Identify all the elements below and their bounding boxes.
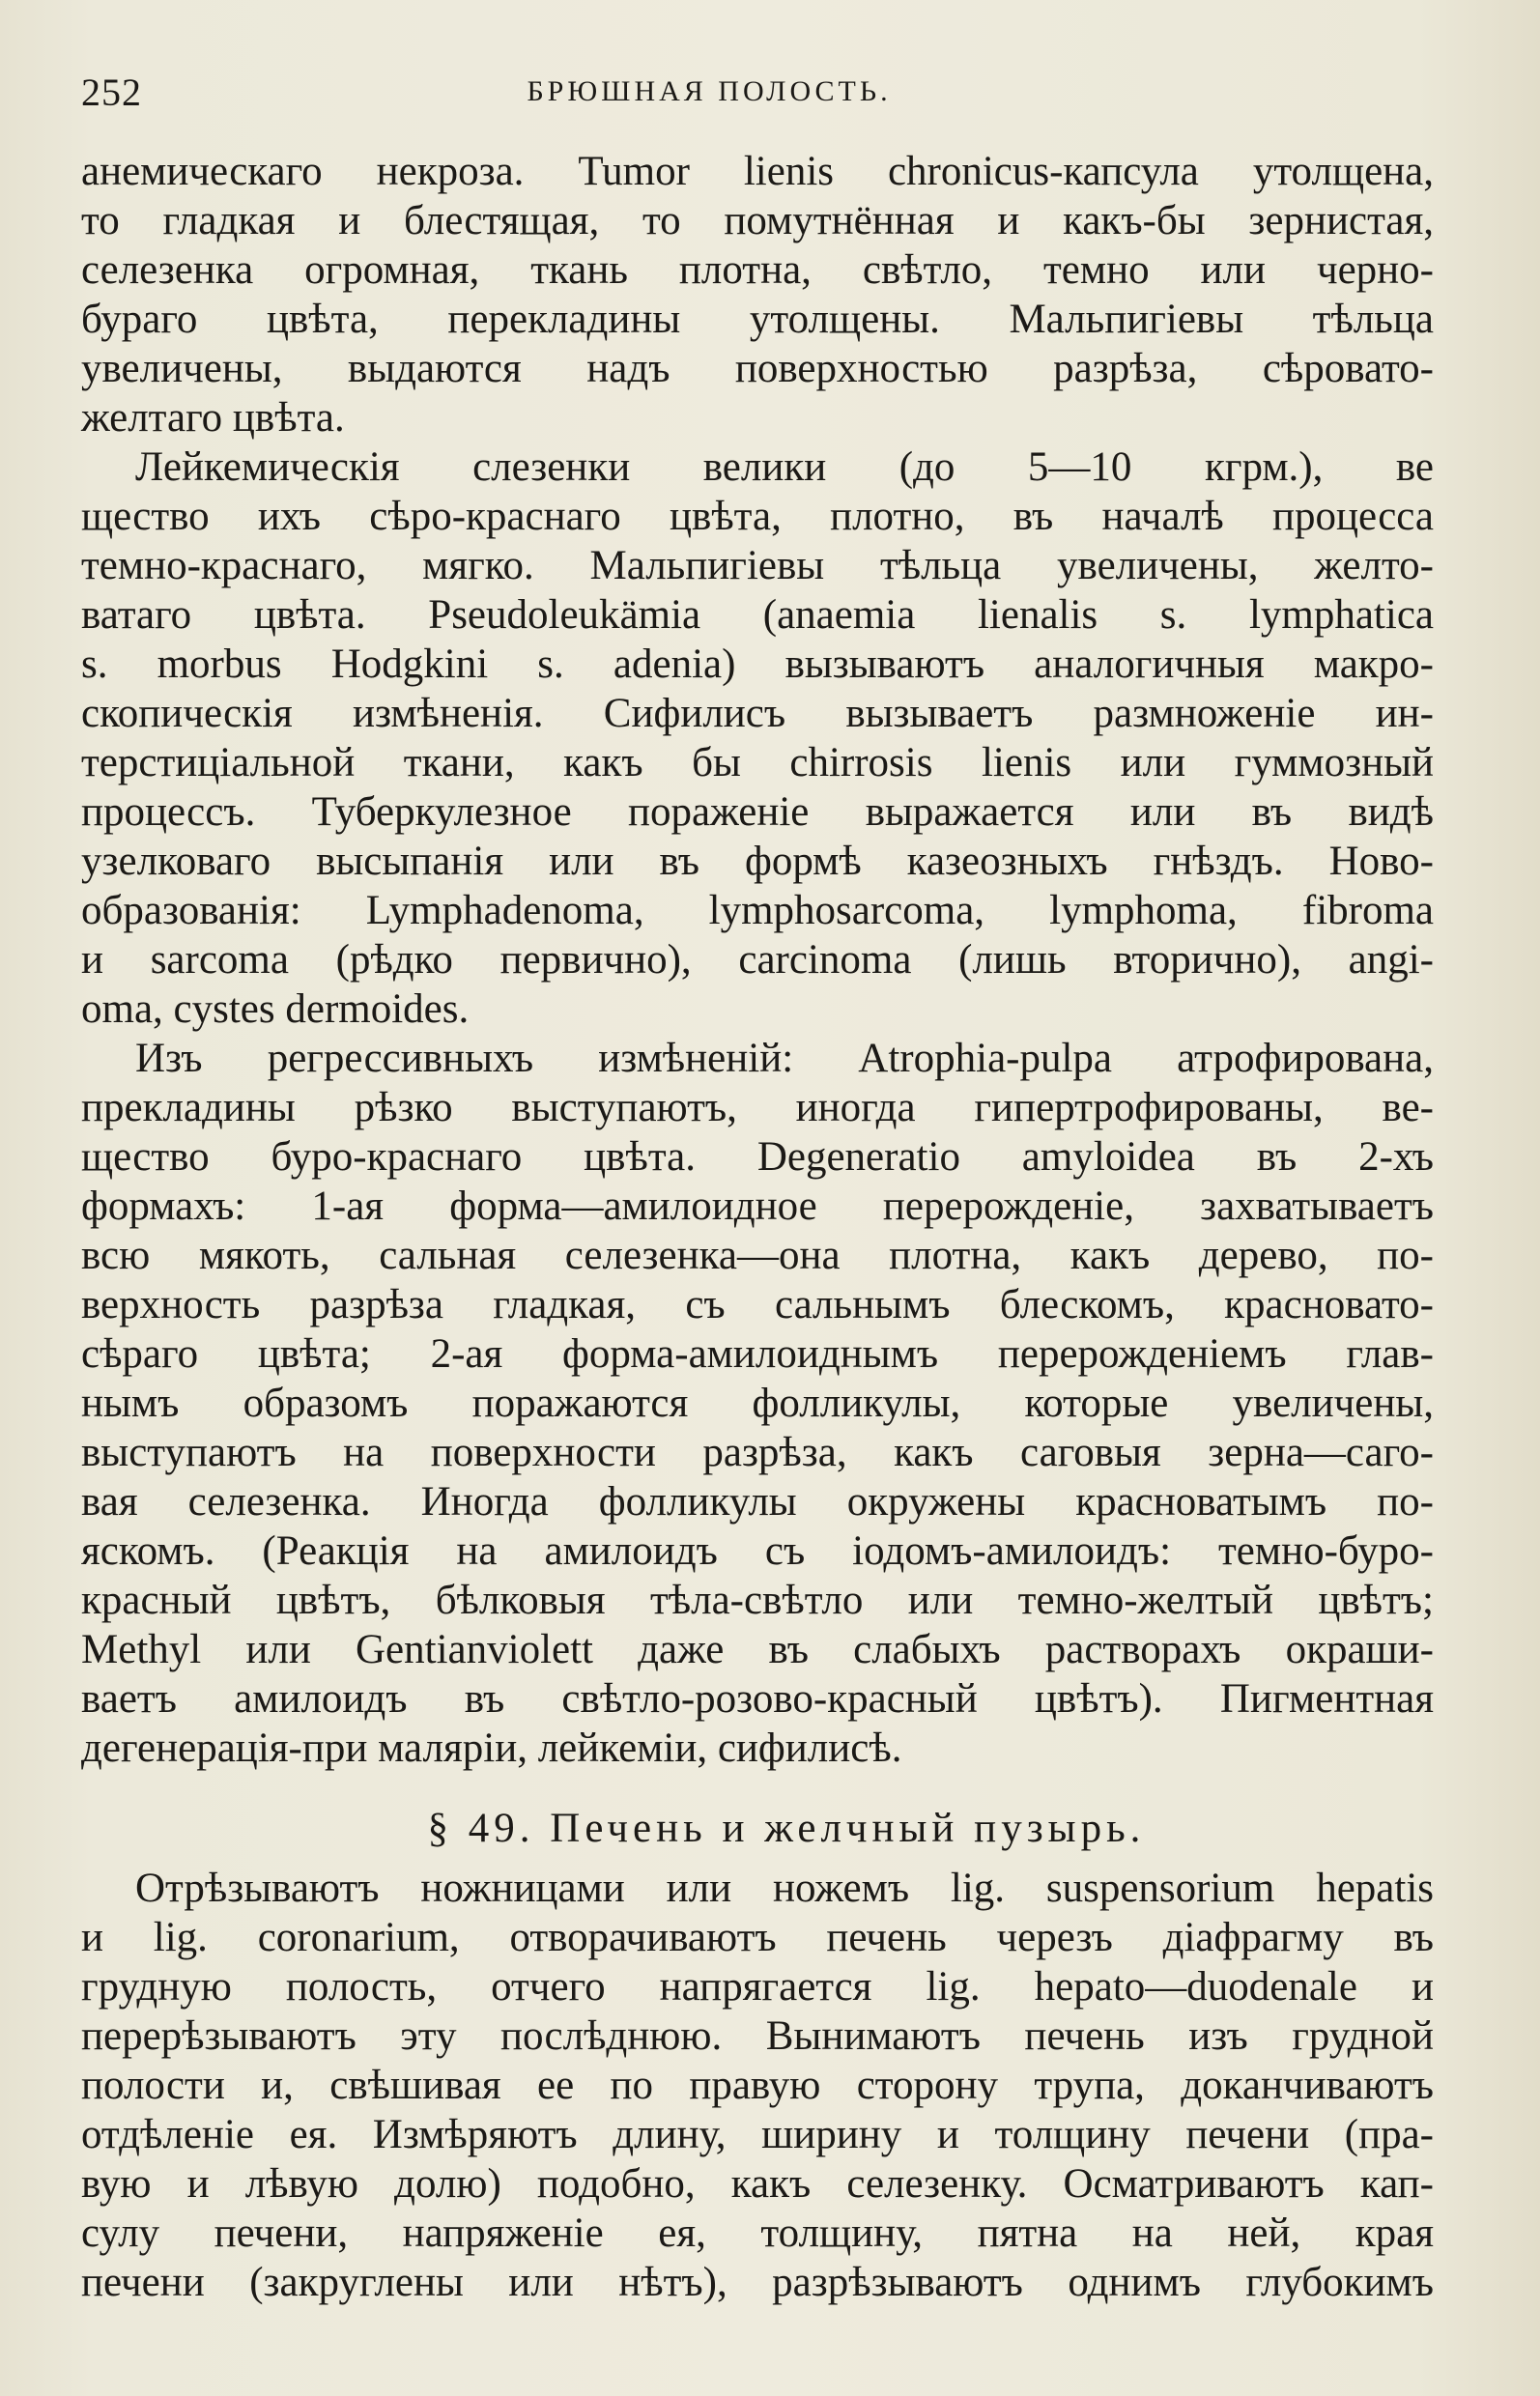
paragraph-regressive-changes: [81, 1034, 1434, 1773]
text-line: узелковаго высыпанія или въ формѣ казеозныхъ гнѣздъ. Ново-: [81, 839, 1434, 884]
text-line: щество буро-краснаго цвѣта. Degeneratio amyloidea въ 2-хъ: [81, 1134, 1434, 1180]
text-line: вая селезенка. Иногда фолликулы окружены красноватымъ по-: [81, 1479, 1434, 1525]
text-line: бураго цвѣта, перекладины утолщены. Мальпигіевы тѣльца: [81, 297, 1434, 342]
text-line: ваетъ амилоидъ въ свѣтло-розово-красный цвѣтъ). Пигментная: [81, 1676, 1434, 1722]
text-line: грудную полость, отчего напрягается lig. hepato—duodenale и: [81, 1964, 1434, 2010]
text-line: темно-краснаго, мягко. Мальпигіевы тѣльца увеличены, желто-: [81, 543, 1434, 588]
text-line: и lig. coronarium, отворачиваютъ печень черезъ діафрагму въ: [81, 1915, 1434, 1960]
text-line: дегенерація-при маляріи, лейкеміи, сифилисѣ.: [81, 1726, 902, 1771]
text-line: ватаго цвѣта. Pseudoleukämia (anaemia lienalis s. lymphatica: [81, 592, 1434, 638]
text-line: щество ихъ сѣро-краснаго цвѣта, плотно, въ началѣ процесса: [81, 494, 1434, 539]
text-line: полости и, свѣшивая ее по правую сторону трупа, доканчиваютъ: [81, 2063, 1434, 2108]
running-title: БРЮШНАЯ ПОЛОСТЬ.: [527, 75, 892, 107]
text-line: терстиціальной ткани, какъ бы chirrosis lienis или гуммозный: [81, 740, 1434, 785]
text-line: то гладкая и блестящая, то помутнённая и какъ-бы зернистая,: [81, 198, 1434, 243]
text-line: сѣраго цвѣта; 2-ая форма-амилоиднымъ перерожденіемъ глав-: [81, 1331, 1434, 1377]
page-header: [81, 70, 1434, 128]
text-line: выступаютъ на поверхности разрѣза, какъ саговыя зерна—саго-: [81, 1430, 1434, 1475]
text-line: oma, cystes dermoides.: [81, 986, 470, 1032]
text-line: вую и лѣвую долю) подобно, какъ селезенку. Осматриваютъ кап-: [81, 2161, 1434, 2207]
text-line: скопическія измѣненія. Сифилисъ вызываетъ размноженіе ин-: [81, 691, 1434, 736]
page-number: 252: [81, 71, 142, 114]
text-line: всю мякоть, сальная селезенка—она плотна, какъ дерево, по-: [81, 1233, 1434, 1278]
paragraph-tumor-lienis: [81, 147, 1434, 442]
text-line: формахъ: 1-ая форма—амилоидное перерожденіе, захватываетъ: [81, 1184, 1434, 1229]
text-line: анемическаго некроза. Tumor lienis chronicus-капсула утолщена,: [81, 149, 1434, 194]
text-line: и sarcoma (рѣдко первично), carcinoma (лишь вторично), angi-: [81, 937, 1434, 983]
text-line: Лейкемическія слезенки велики (до 5—10 кгрм.), ве: [135, 444, 1434, 490]
text-line: желтаго цвѣта.: [81, 395, 345, 441]
text-line: нымъ образомъ поражаются фолликулы, которые увеличены,: [81, 1381, 1434, 1426]
text-line: верхность разрѣза гладкая, съ сальнымъ блескомъ, красновато-: [81, 1282, 1434, 1327]
text-line: печени (закруглены или нѣтъ), разрѣзываютъ однимъ глубокимъ: [81, 2260, 1434, 2305]
text-line: красный цвѣтъ, бѣлковыя тѣла-свѣтло или темно-желтый цвѣтъ;: [81, 1578, 1434, 1623]
paragraph-leukemic-spleen: [81, 442, 1434, 1034]
text-line: Methyl или Gentianviolett даже въ слабыхъ растворахъ окраши-: [81, 1627, 1434, 1672]
text-line: увеличены, выдаются надъ поверхностью разрѣза, сѣровато-: [81, 346, 1434, 391]
text-line: процессъ. Туберкулезное пораженіе выражается или въ видѣ: [81, 789, 1434, 835]
text-line: Отрѣзываютъ ножницами или ножемъ lig. suspensorium hepatis: [135, 1866, 1434, 1911]
text-line: сулу печени, напряженіе ея, толщину, пятна на ней, края: [81, 2211, 1434, 2256]
text-line: селезенка огромная, ткань плотна, свѣтло, темно или черно-: [81, 247, 1434, 293]
section-heading: § 49. Печень и желчный пузырь.: [427, 1806, 1146, 1851]
text-line: отдѣленіе ея. Измѣряютъ длину, ширину и толщину печени (пра-: [81, 2112, 1434, 2157]
text-line: перерѣзываютъ эту послѣднюю. Вынимаютъ печень изъ грудной: [81, 2013, 1434, 2059]
text-line: яскомъ. (Реакція на амилоидъ съ іодомъ-амилоидъ: темно-буро-: [81, 1528, 1434, 1574]
text-line: прекладины рѣзко выступаютъ, иногда гипертрофированы, ве-: [81, 1085, 1434, 1130]
body-text: [81, 147, 1434, 2307]
text-line: Изъ регрессивныхъ измѣненій: Atrophia-pulpa атрофирована,: [135, 1036, 1434, 1081]
paragraph-liver: [81, 1864, 1434, 2307]
text-line: образованія: Lymphadenoma, lymphosarcoma, lymphoma, fibroma: [81, 888, 1434, 933]
text-line: s. morbus Hodgkini s. adenia) вызываютъ аналогичныя макро-: [81, 642, 1434, 687]
